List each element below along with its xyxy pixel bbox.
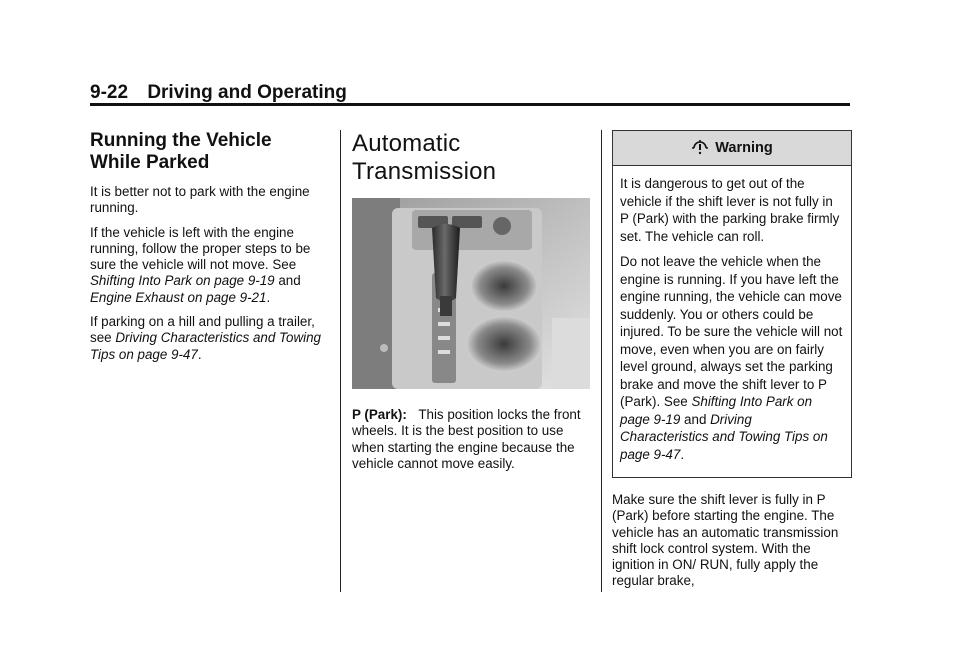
- heading-line: Transmission: [352, 158, 497, 185]
- header-rule: [90, 103, 850, 106]
- paragraph: It is better not to park with the engine running.: [90, 184, 310, 216]
- page-number: 9-22: [90, 82, 129, 103]
- cross-reference[interactable]: Driving Characteristics and Towing Tips on page 9-47: [90, 330, 321, 362]
- definition-term: P (Park):: [352, 407, 407, 422]
- punctuation: .: [266, 289, 271, 305]
- paragraph: [90, 225, 322, 306]
- paragraph-text: and: [684, 411, 707, 427]
- cross-reference[interactable]: Driving Characteristics and Towing Tips on page 9-47: [620, 411, 828, 462]
- warning-body: [613, 166, 851, 477]
- paragraph-text: If the vehicle is left with the engine running, follow the proper steps to be sure the vehicle will not move. See: [90, 224, 311, 273]
- paragraph: [620, 253, 844, 463]
- page-header: [90, 82, 850, 104]
- paragraph: [352, 407, 590, 472]
- paragraph: Make sure the shift lever is fully in P (Park) before starting the engine. The vehicle has an automatic transmission shift lock control system. With the ignition in ON/ RUN, fully apply the regular brake,: [612, 492, 839, 589]
- left-column: [90, 130, 322, 371]
- right-column: [612, 130, 852, 598]
- middle-column: [352, 130, 590, 480]
- cross-reference[interactable]: Shifting Into Park on page 9-19: [620, 394, 813, 427]
- paragraph: [90, 314, 322, 363]
- heading-line: While Parked: [90, 152, 210, 173]
- heading-line: Running the Vehicle: [90, 130, 272, 151]
- cross-reference[interactable]: Engine Exhaust on page 9-21: [90, 289, 267, 305]
- paragraph: It is dangerous to get out of the vehicle if the shift lever is not fully in P (Park) with the parking brake firmly set. The vehicle can roll.: [620, 176, 840, 244]
- punctuation: .: [680, 446, 685, 462]
- warning-box: [612, 130, 852, 478]
- heading-line: Automatic: [352, 130, 461, 157]
- paragraph-text: and: [278, 273, 301, 289]
- punctuation: .: [197, 346, 202, 362]
- column-divider: [340, 130, 341, 592]
- section-heading-transmission: [352, 130, 590, 186]
- cross-reference[interactable]: Shifting Into Park on page 9-19: [90, 273, 275, 289]
- section-title: Driving and Operating: [147, 82, 347, 103]
- definition-text: This position locks the front wheels. It is the best position to use when starting the engine because the vehicle cannot move easily.: [352, 407, 581, 471]
- caution-icon: [691, 139, 709, 157]
- shift-lever-photo: [352, 198, 590, 389]
- warning-label: Warning: [715, 139, 773, 156]
- section-heading-running: [90, 130, 322, 174]
- column-divider: [601, 130, 602, 592]
- paragraph-text: If parking on a hill and pulling a trailer, see: [90, 314, 315, 346]
- warning-header: [613, 131, 851, 166]
- paragraph-text: Do not leave the vehicle when the engine is running. If you have left the engine running, the vehicle can move suddenly. You or others could be injured. To be sure the vehicle will not move, even when you are on fairly level ground, always set the parking brake and move the shift lever to P (Park). See: [620, 254, 843, 409]
